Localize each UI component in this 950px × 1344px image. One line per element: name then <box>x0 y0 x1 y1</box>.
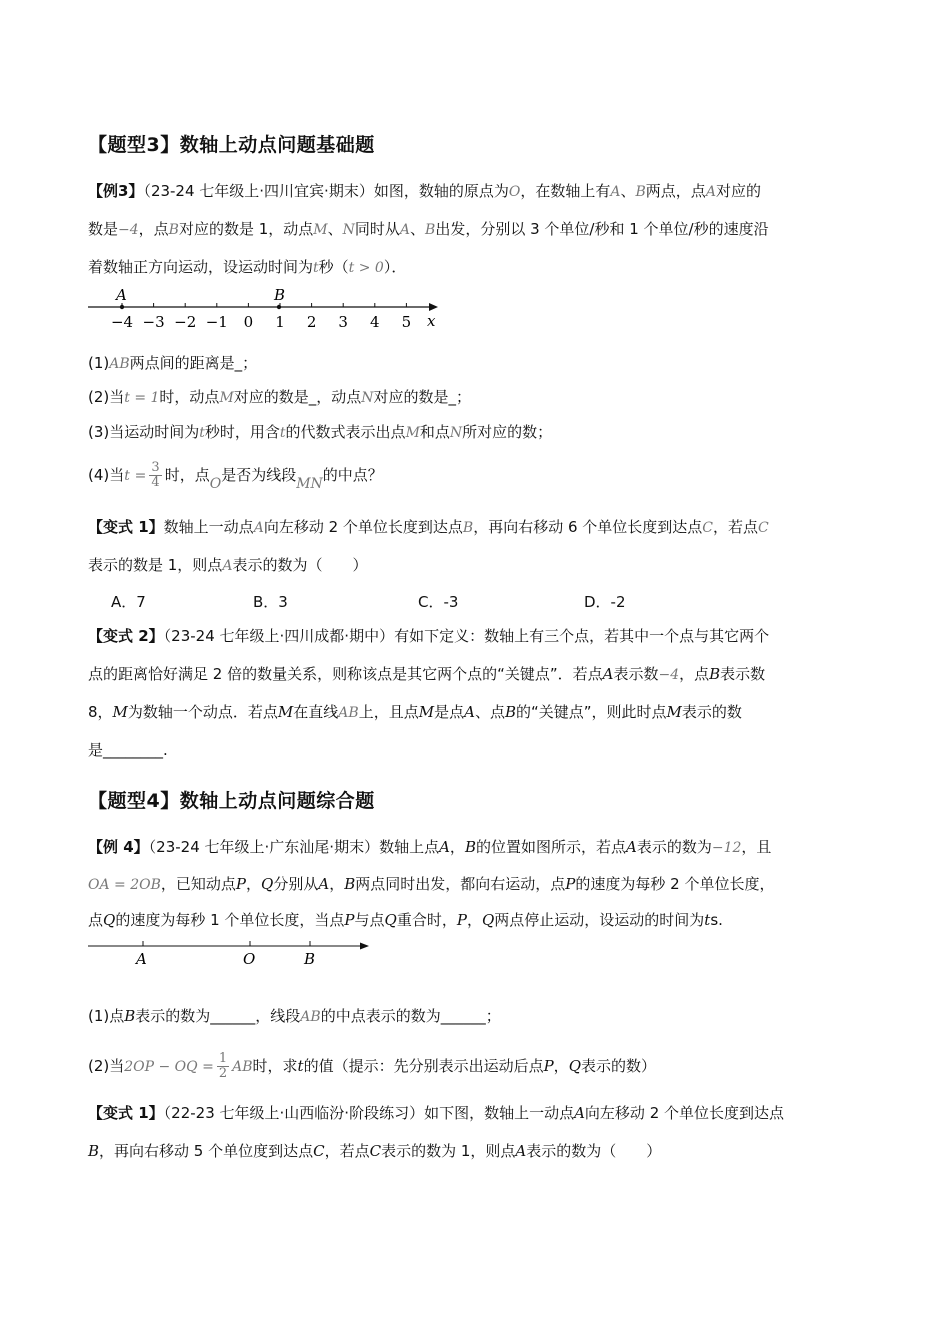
question-3-2: (2)当t = 1时，动点M对应的数是_，动点N对应的数是_； <box>88 388 472 406</box>
tick-label: −4 <box>110 313 134 331</box>
example-4-line-3: 点Q的速度为每秒 1 个单位长度，当点P与点Q重合时，P，Q两点停止运动，设运动的时间为ts. <box>88 911 723 929</box>
choice-b: B．3 <box>253 593 288 611</box>
tick-label: 0 <box>243 313 254 331</box>
choice-d: D．-2 <box>584 593 626 611</box>
fraction-1-2: $\frac{1}{2}$ <box>218 1051 228 1081</box>
question-4-1: (1)点B表示的数为______，线段AB的中点表示的数为______； <box>88 1007 501 1025</box>
label-O: O <box>243 950 256 968</box>
question-3-3: (3)当运动时间为t秒时，用含t的代数式表示出点M和点N所对应的数； <box>88 423 553 441</box>
point-A-dot <box>120 305 124 309</box>
axis-x-label: x <box>427 312 436 330</box>
variant-3-2-line-4: 是________. <box>88 741 168 759</box>
section-3-title: 【题型3】数轴上动点问题基础题 <box>88 134 375 156</box>
tick-label: 1 <box>275 313 285 331</box>
example-4-line-1: 【例 4】（23-24 七年级上·广东汕尾·期末）数轴上点A，B的位置如图所示，若点A表示的数为−12，且 <box>88 838 772 856</box>
choice-a: A．7 <box>111 593 146 611</box>
label-B: B <box>304 950 316 968</box>
label-A: A <box>136 950 147 968</box>
axis-arrow <box>360 943 369 950</box>
example-3-line-3: 着数轴正方向运动，设运动时间为t秒（t > 0）． <box>88 258 407 276</box>
tick-label: 4 <box>370 313 380 331</box>
variant-3-1-line-1: 【变式 1】数轴上一动点A向左移动 2 个单位长度到达点B，再向右移动 6 个单位长度到达点C，若点C <box>88 518 769 536</box>
tick-label: −1 <box>205 313 228 331</box>
question-3-1: (1)AB两点间的距离是_； <box>88 354 258 372</box>
question-4-2: (2)当2OP − OQ = $\frac{1}{2}$ AB时，求t的值（提示：先分别表示出运动后点P，Q表示的数） <box>88 1051 657 1081</box>
point-B-dot <box>277 305 281 309</box>
point-A-label: A <box>116 286 127 304</box>
variant-3-2-line-2: 点的距离恰好满足 2 倍的数量关系，则称该点是其它两个点的“关键点”．若点A表示数−4，点B表示数 <box>88 665 766 683</box>
point-B-label: B <box>274 286 286 304</box>
tick-label: 5 <box>401 313 412 331</box>
fraction-3-4: $\frac{3}{4}$ <box>151 460 160 490</box>
number-line-example-4 <box>86 938 376 972</box>
tick-label: −3 <box>142 313 165 331</box>
axis-arrow <box>429 303 438 311</box>
section-4-title: 【题型4】数轴上动点问题综合题 <box>88 790 375 812</box>
tick-label: 2 <box>306 313 317 331</box>
variant-4-1-line-2: B，再向右移动 5 个单位度到达点C，若点C表示的数为 1，则点A表示的数为（ ） <box>88 1142 662 1160</box>
variant-3-2-line-1: 【变式 2】（23-24 七年级上·四川成都·期中）有如下定义：数轴上有三个点，若其中一个点与其它两个 <box>88 627 770 645</box>
variant-3-1-line-2: 表示的数是 1，则点A表示的数为（ ） <box>88 556 368 574</box>
tick-label: −2 <box>174 313 197 331</box>
question-3-4: (4)当t = $\frac{3}{4}$ 时，点O是否为线段MN的中点？ <box>88 460 383 492</box>
variant-3-2-line-3: 8，M为数轴一个动点．若点M在直线AB上，且点M是点A、点B的“关键点”，则此时点M表示的数 <box>88 703 742 721</box>
choice-c: C．-3 <box>418 593 459 611</box>
number-line-example-3 <box>86 284 446 332</box>
example-3-line-1: 【例3】（23-24 七年级上·四川宜宾·期末）如图，数轴的原点为O，在数轴上有A、B两点，点A对应的 <box>88 182 761 200</box>
tick-label: 3 <box>338 313 348 331</box>
example-3-line-2: 数是−4，点B对应的数是 1，动点M、N同时从A、B出发，分别以 3 个单位/秒和 1 个单位/秒的速度沿 <box>88 220 769 238</box>
variant-4-1-line-1: 【变式 1】（22-23 七年级上·山西临汾·阶段练习）如下图，数轴上一动点A向左移动 2 个单位长度到达点 <box>88 1104 785 1122</box>
example-4-line-2: OA = 2OB，已知动点P，Q分别从A，B两点同时出发，都向右运动，点P的速度为每秒 2 个单位长度， <box>88 875 775 893</box>
